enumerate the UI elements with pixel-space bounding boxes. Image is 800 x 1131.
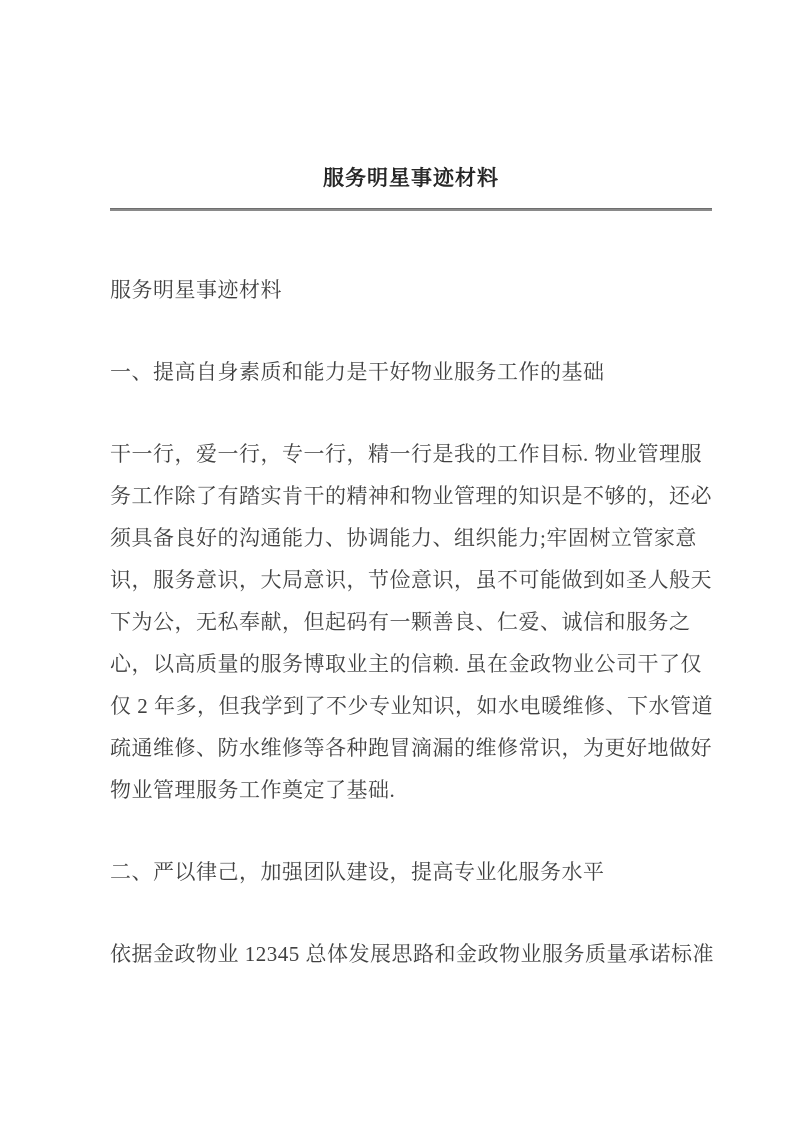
text-line: 下为公，无私奉献，但起码有一颗善良、仁爱、诚信和服务之 [110,610,691,634]
body-paragraph [110,933,712,975]
text-line: 依据金政物业 12345 总体发展思路和金政物业服务质量承诺标准 [110,942,714,966]
title-divider-rule [110,208,712,211]
text-line: 心，以高质量的服务博取业主的信赖. 虽在金政物业公司干了仅 [110,652,702,676]
text-line: 疏通维修、防水维修等各种跑冒滴漏的维修常识，为更好地做好 [110,736,712,760]
body-paragraph [110,433,712,811]
text-line: 仅 2 年多，但我学到了不少专业知识，如水电暖维修、下水管道 [110,694,713,718]
text-line: 物业管理服务工作奠定了基础. [110,778,396,802]
document-body [110,269,712,975]
section-heading [110,851,712,893]
text-line: 务工作除了有踏实肯干的精神和物业管理的知识是不够的，还必 [110,484,712,508]
document-title: 服务明星事迹材料 [323,166,499,190]
text-line: 二、严以律己，加强团队建设，提高专业化服务水平 [110,860,605,884]
text-line: 须具备良好的沟通能力、协调能力、组织能力;牢固树立管家意 [110,526,697,550]
section-heading [110,351,712,393]
body-paragraph [110,269,712,311]
text-line: 服务明星事迹材料 [110,278,282,302]
text-line: 干一行，爱一行，专一行，精一行是我的工作目标. 物业管理服 [110,442,702,466]
text-line: 一、提高自身素质和能力是干好物业服务工作的基础 [110,360,605,384]
text-line: 识，服务意识，大局意识，节俭意识，虽不可能做到如圣人般天 [110,568,712,592]
